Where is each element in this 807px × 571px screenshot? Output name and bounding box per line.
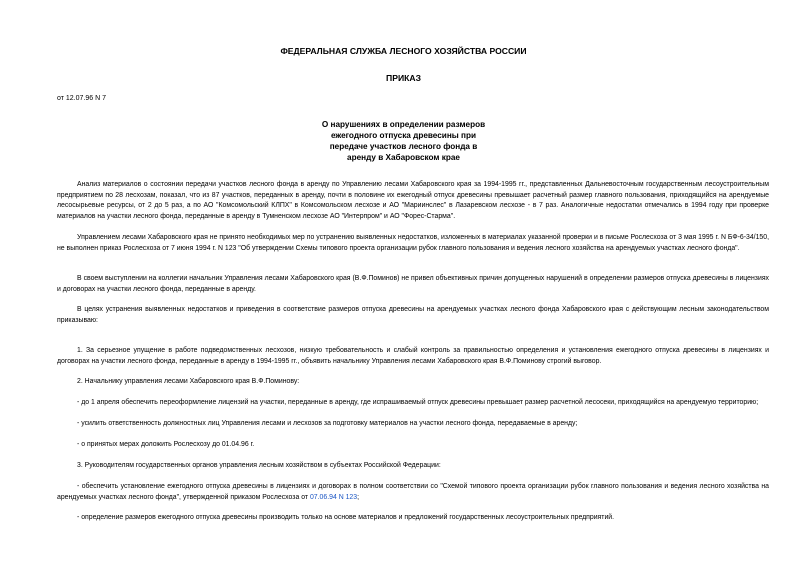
body-paragraph: 1. За серьезное упущение в работе подведомственных лесхозов, низкую требовательность и слабый контроль за правильностью определения и установления ежегодного отпуска древесины в лицензиях и договорах на участки лесного фонда, переданные в аренду в 1994-1995 гг., объявить начальнику Управления лесами Хабаровского края В.Ф.Поминову строгий выговор. [57,347,769,365]
subject-line: аренду в Хабаровском крае [347,153,460,162]
body-paragraph [57,482,769,503]
document-type-heading: ПРИКАЗ [386,73,421,83]
order-link[interactable]: 07.06.94 N 123 [309,493,358,501]
body-paragraph: - до 1 апреля обеспечить переоформление лицензий на участки, переданные в аренду, где испрашиваемый отпуск древесины превышает размер расчетной лесосеки, приходящийся на арендуемую территорию; [77,399,759,406]
body-paragraph: В своем выступлении на коллегии начальник Управления лесами Хабаровского края (В.Ф.Поминов) не привел объективных причин допущенных нарушений в определении размеров отпуска древесины в лицензиях и договорах на участки лесного фонда, переданные в аренду. [57,275,769,293]
document-date-number: от 12.07.96 N 7 [57,95,106,102]
agency-heading: ФЕДЕРАЛЬНАЯ СЛУЖБА ЛЕСНОГО ХОЗЯЙСТВА РОССИИ [280,46,527,56]
body-paragraph: Управлением лесами Хабаровского края не принято необходимых мер по устранению выявленных недостатков, изложенных в материалах указанной проверки и в письме Рослесхоза от 3 мая 1995 г. N БФ-6-34/150, не выполнен приказ Рослесхоза от 7 июня 1994 г. N 123 "Об утверждении Схемы типового проекта организации рубок главного пользования и ведения лесного хозяйства на арендуемых участках лесного фонда". [57,234,769,252]
body-paragraph: - определение размеров ежегодного отпуска древесины производить только на основе материалов и предложений государственных лесоустроительных предприятий. [77,514,615,521]
paragraph-text: ; [357,493,359,501]
body-paragraph: Анализ материалов о состоянии передачи участков лесного фонда в аренду по Управлению лесами Хабаровского края за 1994-1995 гг., представленных Дальневосточным государственным лесоустроительным предприятием по 28 лесхозам, показал, что из 87 участков, переданных в аренду, почти в половине их ежегодный отпуск древесины превышает расчетный размер главного пользования, приходящийся на арендуемые лесосырьевые ресурсы, от 2 до 5 раз, а по АО "Комсомольский КЛПХ" в Комсомольском лесхозе и АО "Мариинслес" в Лазаревском лесхозе - в 7 раз. Аналогичные недостатки отмечались в 1994 году при проверке материалов на участки лесного фонда, переданные в аренду в Тумненском лесхозе АО "Интерпром" и АО "Форес-Старма". [57,181,769,220]
body-paragraph: В целях устранения выявленных недостатков и приведения в соответствие размеров отпуска древесины на арендуемых участках лесного фонда Хабаровского края с действующим лесным законодательством приказываю: [57,306,769,324]
paragraph-text: - обеспечить установление ежегодного отпуска древесины в лицензиях и договорах в полном соответствии со "Схемой типового проекта организации рубок главного пользования и ведения лесного хозяйства на арендуемых участках лесного фонда", утвержденной приказом Рослесхоза от [57,483,769,501]
body-paragraph: - усилить ответственность должностных лиц Управления лесами и лесхозов за подготовку материалов на участки лесного фонда, передаваемые в аренду; [77,420,578,427]
body-paragraph: - о принятых мерах доложить Рослесхозу до 01.04.96 г. [77,441,255,448]
body-paragraph: 3. Руководителям государственных органов управления лесным хозяйством в субъектах Российской Федерации: [77,462,441,469]
subject-line: передаче участков лесного фонда в [329,142,478,151]
body-paragraph: 2. Начальнику управления лесами Хабаровского края В.Ф.Поминову: [77,378,300,385]
subject-line: О нарушениях в определении размеров [321,120,486,129]
subject-line: ежегодного отпуска древесины при [330,131,477,140]
document-subject [0,119,807,163]
